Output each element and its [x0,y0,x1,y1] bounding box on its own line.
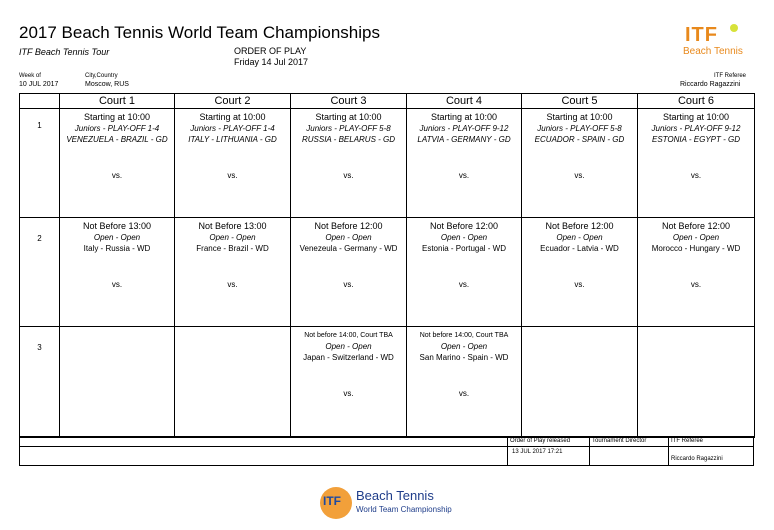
footer-referee-value: Riccardo Ragazzini [671,456,723,462]
itf-logo-subtitle: Beach Tennis [683,46,743,57]
start-time: Not Before 12:00 [545,221,614,231]
start-time: Starting at 10:00 [662,112,730,122]
week-of-value: 10 JUL 2017 [19,81,59,88]
start-time: Not Before 12:00 [314,221,383,231]
start-time: Not before 14:00, Court TBA [304,332,393,339]
start-time: Not Before 12:00 [429,221,499,231]
versus-label: vs. [343,389,354,398]
match-teams: LATVIA - GERMANY - GD [417,135,511,144]
match-teams: RUSSIA - BELARUS - GD [301,135,396,144]
versus-label: vs. [458,171,470,180]
footer-referee-label: ITF Referee [671,438,704,444]
tour-name: ITF Beach Tennis Tour [19,47,110,57]
match-cell [175,327,291,438]
logo-line-2: World Team Championship [356,505,452,514]
court-header: Court 1 [60,94,175,109]
court-header: Court 5 [522,94,638,109]
event-name: Juniors - PLAY-OFF 9-12 [651,124,741,133]
match-cell [638,327,755,438]
match-teams: Ecuador - Latvia - WD [540,244,619,253]
court-header: Court 6 [638,94,755,109]
match-cell [638,218,755,327]
event-name: Open - Open [325,342,372,351]
start-time: Starting at 10:00 [83,112,151,122]
court-header: Court 2 [175,94,291,109]
match-teams: ITALY - LITHUANIA - GD [188,135,277,144]
start-time: Not Before 13:00 [82,221,152,231]
event-name: Open - Open [209,233,256,242]
city-label: City,Country [85,73,118,79]
event-name: Open - Open [556,233,603,242]
match-cell [291,218,407,327]
footer-divider [507,437,508,466]
world-team-championship-logo [320,487,460,523]
event-name: Open - Open [93,233,141,242]
versus-label: vs. [458,280,470,289]
itf-ball-icon [320,487,352,519]
match-teams: San Marino - Spain - WD [419,353,509,362]
match-cell [60,109,175,218]
versus-label: vs. [574,171,585,180]
match-cell [291,109,407,218]
match-cell [407,327,522,438]
timeslot-row [20,218,755,327]
event-name: Open - Open [440,342,488,351]
start-time: Starting at 10:00 [430,112,498,122]
order-of-play-heading [234,46,308,68]
timeslot-row [20,109,755,218]
event-name: Open - Open [440,233,488,242]
match-cell [522,109,638,218]
match-cell [291,327,407,438]
director-label: Tournament Director [592,438,647,444]
court-header: Court 3 [291,94,407,109]
start-time: Starting at 10:00 [199,112,266,122]
city-value: Moscow, RUS [85,81,129,88]
versus-label: vs. [690,280,702,289]
match-cell [407,109,522,218]
match-teams: Morocco - Hungary - WD [651,244,741,253]
start-time: Not before 14:00, Court TBA [419,332,509,339]
event-name: Juniors - PLAY-OFF 1-4 [74,124,160,133]
versus-label: vs. [574,280,585,289]
event-name: Open - Open [325,233,372,242]
referee-label: ITF Referee [714,73,747,79]
itf-mark: ITF [323,494,341,508]
match-cell [175,109,291,218]
tennis-ball-icon [730,24,738,32]
order-of-play-date: Friday 14 Jul 2017 [234,57,309,67]
match-cell [522,218,638,327]
versus-label: vs. [227,280,238,289]
event-name: Juniors - PLAY-OFF 5-8 [306,124,391,133]
released-value: 13 JUL 2017 17:21 [512,449,563,455]
versus-label: vs. [458,389,470,398]
itf-beach-tennis-logo [682,22,754,62]
match-teams: Estonia - Portugal - WD [421,244,507,253]
order-of-play-label: ORDER OF PLAY [234,46,307,56]
match-cell [60,327,175,438]
order-of-play-table [19,93,755,438]
match-teams: VENEZUELA - BRAZIL - GD [66,135,168,144]
footer-divider [20,446,507,447]
versus-label: vs. [111,280,123,289]
logo-line-1: Beach Tennis [356,488,434,503]
start-time: Not Before 12:00 [661,221,731,231]
event-name: Juniors - PLAY-OFF 1-4 [190,124,275,133]
itf-logo-word: ITF [685,24,718,46]
match-cell [60,218,175,327]
page-title: 2017 Beach Tennis World Team Championships [19,23,380,42]
court-header: Court 4 [407,94,522,109]
start-time: Not Before 13:00 [198,221,267,231]
match-cell [638,109,755,218]
footer-divider [668,437,669,466]
court-header-row [20,94,755,109]
versus-label: vs. [227,171,238,180]
timeslot-row [20,327,755,438]
match-cell [175,218,291,327]
referee-value: Riccardo Ragazzini [680,81,741,88]
versus-label: vs. [343,171,354,180]
match-teams: France - Brazil - WD [196,244,269,253]
match-teams: Venezeula - Germany - WD [299,244,398,253]
corner-cell [20,94,60,109]
released-label: Order of Play released [510,438,571,444]
row-number: 1 [20,109,60,218]
versus-label: vs. [690,171,702,180]
match-teams: Japan - Switzerland - WD [303,353,394,362]
match-teams: Italy - Russia - WD [83,244,151,253]
match-cell [522,327,638,438]
start-time: Starting at 10:00 [546,112,613,122]
footer-box [19,436,754,466]
row-number: 2 [20,218,60,327]
event-name: Open - Open [672,233,720,242]
match-teams: ESTONIA - EGYPT - GD [651,135,740,144]
match-teams: ECUADOR - SPAIN - GD [534,135,625,144]
versus-label: vs. [343,280,354,289]
start-time: Starting at 10:00 [315,112,382,122]
footer-divider [589,437,590,466]
week-of-label: Week of [19,73,41,79]
match-cell [407,218,522,327]
row-number: 3 [20,327,60,438]
event-name: Juniors - PLAY-OFF 9-12 [419,124,509,133]
footer-divider [507,446,754,447]
event-name: Juniors - PLAY-OFF 5-8 [537,124,622,133]
versus-label: vs. [111,171,123,180]
